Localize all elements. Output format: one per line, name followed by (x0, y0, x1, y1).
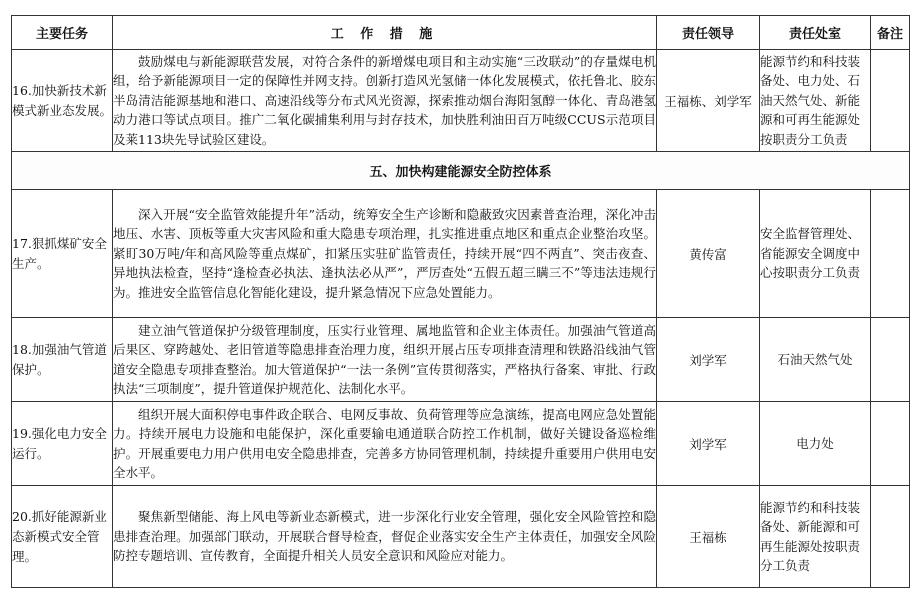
office-cell: 能源节约和科技装备处、电力处、石油天然气处、新能源和可再生能源处按职责分工负责 (760, 50, 871, 152)
header-row (12, 16, 910, 50)
header-office: 责任处室 (760, 16, 871, 50)
header-remarks: 备注 (871, 16, 910, 50)
leader-cell: 王福栋 (657, 486, 760, 588)
leader-cell: 黄传富 (657, 190, 760, 318)
task-table (11, 15, 910, 588)
task-cell: 16.加快新技术新模式新业态发展。 (12, 50, 113, 152)
task-cell: 17.狠抓煤矿安全生产。 (12, 190, 113, 318)
office-cell: 安全监督管理处、省能源安全调度中心按职责分工负责 (760, 190, 871, 318)
header-leader: 责任领导 (657, 16, 760, 50)
leader-cell: 王福栋、刘学军 (657, 50, 760, 152)
office-cell: 石油天然气处 (760, 318, 871, 402)
section-row (12, 152, 910, 190)
table-row (12, 486, 910, 588)
leader-cell: 刘学军 (657, 402, 760, 486)
measures-cell: 聚焦新型储能、海上风电等新业态新模式，进一步深化行业安全管理，强化安全风险管控和隐患排查治理。加强部门联动，开展联合督导检查，督促企业落实安全生产主体责任，加强安全风险防控专题培训、宣传教育，全面提升相关人员安全意识和风险应对能力。 (113, 486, 657, 588)
office-cell: 电力处 (760, 402, 871, 486)
remarks-cell (871, 318, 910, 402)
header-task: 主要任务 (12, 16, 113, 50)
table-row (12, 318, 910, 402)
office-cell: 能源节约和科技装备处、新能源和可再生能源处按职责分工负责 (760, 486, 871, 588)
measures-cell: 建立油气管道保护分级管理制度，压实行业管理、属地监管和企业主体责任。加强油气管道高后果区、穿跨越处、老旧管道等隐患排查治理力度，组织开展占压专项排查清理和铁路沿线油气管道安全隐患专项排查整治。加大管道保护“一法一条例”宣传贯彻落实，严格执行备案、审批、行政执法“三项制度”，提升管道保护规范化、法制化水平。 (113, 318, 657, 402)
remarks-cell (871, 190, 910, 318)
remarks-cell (871, 402, 910, 486)
table-row (12, 402, 910, 486)
leader-cell: 刘学军 (657, 318, 760, 402)
header-measures: 工 作 措 施 (113, 16, 657, 50)
remarks-cell (871, 50, 910, 152)
measures-cell: 鼓励煤电与新能源联营发展，对符合条件的新增煤电项目和主动实施“三改联动”的存量煤电机组，给予新能源项目一定的保障性并网支持。创新打造风光氢储一体化发展模式，依托鲁北、胶东半岛清洁能源基地和港口、高速沿线等分布式风光资源，探索推动烟台海阳氢醇一体化、青岛港氢动力港口等试点项目。推广二氧化碳捕集利用与封存技术，加快胜利油田百万吨级CCUS示范项目及莱113块先导试验区建设。 (113, 50, 657, 152)
section-title: 五、加快构建能源安全防控体系 (12, 152, 910, 190)
table-row (12, 50, 910, 152)
task-cell: 18.加强油气管道保护。 (12, 318, 113, 402)
task-cell: 19.强化电力安全运行。 (12, 402, 113, 486)
task-cell: 20.抓好能源新业态新模式安全管理。 (12, 486, 113, 588)
measures-cell: 组织开展大面积停电事件政企联合、电网反事故、负荷管理等应急演练，提高电网应急处置能力。持续开展电力设施和电能保护，深化重要输电通道联合防控工作机制，做好关键设备巡检维护。开展重要电力用户供用电安全隐患排查，完善多方协同管理机制，持续提升重要用户供用电安全水平。 (113, 402, 657, 486)
measures-cell: 深入开展“安全监管效能提升年”活动，统筹安全生产诊断和隐蔽致灾因素普查治理，深化冲击地压、水害、顶板等重大灾害风险和重大隐患专项治理，扎实推进重点地区和重点企业整治攻坚。紧盯30万吨/年和高风险等重点煤矿，扣紧压实驻矿监管责任，持续开展“四不两直”、突击夜查、异地执法检查，坚持“逢检查必执法、逢执法必从严”，严厉查处“五假五超三瞒三不”等违法违规行为。推进安全监管信息化智能化建设，提升紧急情况下应急处置能力。 (113, 190, 657, 318)
remarks-cell (871, 486, 910, 588)
table-row (12, 190, 910, 318)
